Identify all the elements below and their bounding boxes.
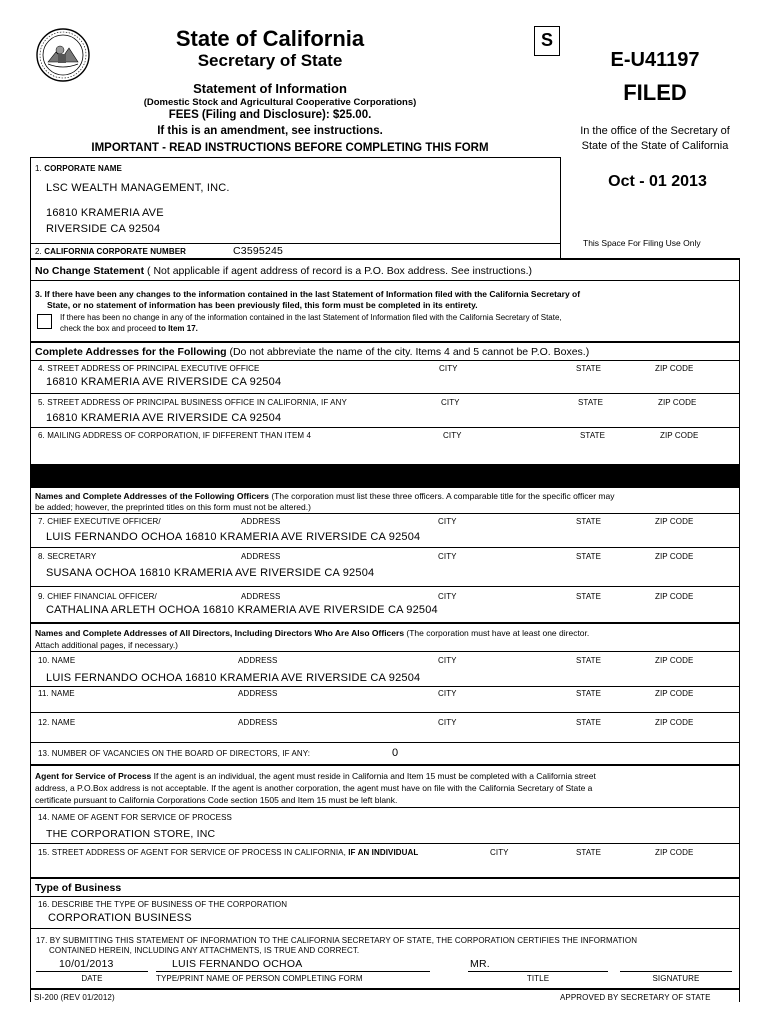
corporate-address1-value: 16810 KRAMERIA AVE: [46, 207, 164, 219]
item2-number: 2.: [35, 247, 42, 256]
business-title: Type of Business: [35, 882, 122, 894]
directors-heading: [35, 628, 589, 638]
item9-value: CATHALINA ARLETH OCHOA 16810 KRAMERIA AVE RIVERSIDE CA 92504: [46, 604, 438, 616]
statement-title: Statement of Information: [193, 81, 347, 96]
item5-label: 5. STREET ADDRESS OF PRINCIPAL BUSINESS OFFICE IN CALIFORNIA, IF ANY: [38, 398, 347, 407]
corporate-address2-value: RIVERSIDE CA 92504: [46, 223, 161, 235]
item8-address-label: ADDRESS: [241, 552, 281, 561]
item15-label-text: 15. STREET ADDRESS OF AGENT FOR SERVICE OF PROCESS IN CALIFORNIA,: [38, 848, 349, 857]
item12-state-label: STATE: [576, 718, 602, 727]
addresses-note: (Do not abbreviate the name of the city. Items 4 and 5 cannot be P.O. Boxes.): [226, 346, 590, 358]
corporate-name-value: LSC WEALTH MANAGEMENT, INC.: [46, 182, 230, 194]
addresses-title: Complete Addresses for the Following: [35, 346, 227, 358]
item2-label: [35, 247, 186, 256]
certify-date-value: 10/01/2013: [59, 958, 114, 970]
certify-name-label: TYPE/PRINT NAME OF PERSON COMPLETING FORM: [156, 974, 363, 983]
item4-zip-label: ZIP CODE: [655, 364, 694, 373]
item7-state-label: STATE: [576, 517, 602, 526]
footer-form-number: SI-200 (REV 01/2012): [34, 993, 115, 1002]
item9-address-label: ADDRESS: [241, 592, 281, 601]
item15-zip-label: ZIP CODE: [655, 848, 694, 857]
item6-zip-label: ZIP CODE: [660, 431, 699, 440]
agent-title: Agent for Service of Process: [35, 771, 152, 781]
directors-note2: Attach additional pages, if necessary.): [35, 640, 179, 650]
item2-label-text: CALIFORNIA CORPORATE NUMBER: [44, 247, 187, 256]
state-seal-image: [36, 28, 90, 82]
item8-value: SUSANA OCHOA 16810 KRAMERIA AVE RIVERSIDE CA 92504: [46, 567, 375, 579]
item9-state-label: STATE: [576, 592, 602, 601]
agent-text3: certificate pursuant to California Corporations Code section 1505 and Item 15 must be left blank.: [35, 795, 398, 805]
officers-note2: be added; however, the preprinted titles on this form must not be altered.): [35, 502, 311, 512]
item1-label: [35, 164, 122, 173]
certify-line1: 17. BY SUBMITTING THIS STATEMENT OF INFORMATION TO THE CALIFORNIA SECRETARY OF STATE, THE CORPORATION CERTIFIES THE INFORMATION: [36, 936, 638, 945]
agent-text2: address, a P.O.Box address is not acceptable. If the agent is another corporation, the agent must have on file with the California Secretary of State a: [35, 783, 593, 793]
item11-state-label: STATE: [576, 689, 602, 698]
item11-label: 11. NAME: [38, 689, 75, 698]
item14-value: THE CORPORATION STORE, INC: [46, 828, 216, 840]
item12-city-label: CITY: [438, 718, 457, 727]
important-line: IMPORTANT - READ INSTRUCTIONS BEFORE COMPLETING THIS FORM: [91, 142, 489, 154]
item11-city-label: CITY: [438, 689, 457, 698]
item3-line1-text: If there have been any changes to the information contained in the last Statement of Information filed with the California Secretary of: [44, 289, 581, 299]
officers-note1: (The corporation must list these three officers. A comparable title for the specific officer may: [268, 491, 615, 501]
certify-name-value: LUIS FERNANDO OCHOA: [172, 958, 303, 970]
item3-line4-text: check the box and proceed: [60, 324, 159, 333]
filing-space-note: This Space For Filing Use Only: [583, 238, 701, 248]
item11-address-label: ADDRESS: [238, 689, 278, 698]
item7-zip-label: ZIP CODE: [655, 517, 694, 526]
fees-line: FEES (Filing and Disclosure): $25.00.: [168, 109, 372, 121]
item13-label: 13. NUMBER OF VACANCIES ON THE BOARD OF DIRECTORS, IF ANY:: [38, 749, 311, 758]
addresses-heading: [35, 346, 589, 358]
item3-number: 3.: [35, 289, 43, 299]
footer-approved: APPROVED BY SECRETARY OF STATE: [560, 993, 711, 1002]
item7-address-label: ADDRESS: [241, 517, 281, 526]
filing-office-line1: In the office of the Secretary of: [580, 125, 730, 137]
item7-label: 7. CHIEF EXECUTIVE OFFICER/: [38, 517, 161, 526]
item9-label: 9. CHIEF FINANCIAL OFFICER/: [38, 592, 157, 601]
item15-label-bold: IF AN INDIVIDUAL: [348, 848, 419, 857]
amendment-line: If this is an amendment, see instructions.: [157, 125, 383, 137]
item4-state-label: STATE: [576, 364, 602, 373]
officers-heading: [35, 491, 614, 501]
certify-line2: CONTAINED HEREIN, INCLUDING ANY ATTACHMENTS, IS TRUE AND CORRECT.: [49, 946, 360, 955]
item9-zip-label: ZIP CODE: [655, 592, 694, 601]
directors-title: Names and Complete Addresses of All Directors, Including Directors Who Are Also Officers: [35, 628, 405, 638]
item6-city-label: CITY: [443, 431, 462, 440]
header-office-title: Secretary of State: [197, 51, 343, 70]
item12-label: 12. NAME: [38, 718, 76, 727]
filing-number: E-U41197: [610, 49, 700, 71]
no-change-title: No Change Statement: [35, 265, 145, 277]
officers-title: Names and Complete Addresses of the Following Officers: [35, 491, 269, 501]
item1-label-text: CORPORATE NAME: [44, 164, 122, 173]
no-change-note: ( Not applicable if agent address of record is a P.O. Box address. See instructions.): [144, 265, 533, 277]
directors-note1: (The corporation must have at least one director.: [404, 628, 590, 638]
item4-value: 16810 KRAMERIA AVE RIVERSIDE CA 92504: [46, 376, 282, 388]
item16-label: 16. DESCRIBE THE TYPE OF BUSINESS OF THE CORPORATION: [38, 900, 288, 909]
item10-label: 10. NAME: [38, 656, 76, 665]
filing-office-line2: State of the State of California: [581, 140, 729, 152]
item10-city-label: CITY: [438, 656, 457, 665]
item15-state-label: STATE: [576, 848, 602, 857]
item6-state-label: STATE: [580, 431, 606, 440]
item14-label: 14. NAME OF AGENT FOR SERVICE OF PROCESS: [38, 813, 232, 822]
item6-label: 6. MAILING ADDRESS OF CORPORATION, IF DIFFERENT THAN ITEM 4: [38, 431, 312, 440]
item11-zip-label: ZIP CODE: [655, 689, 694, 698]
redaction-bar: [30, 464, 740, 488]
item4-city-label: CITY: [439, 364, 458, 373]
agent-text1-body: If the agent is an individual, the agent must reside in California and Item 15 must be completed with a California street: [151, 771, 596, 781]
certify-date-label: DATE: [81, 974, 103, 983]
item15-city-label: CITY: [490, 848, 509, 857]
item5-state-label: STATE: [578, 398, 604, 407]
item4-label: 4. STREET ADDRESS OF PRINCIPAL EXECUTIVE OFFICE: [38, 364, 260, 373]
no-change-checkbox[interactable]: [37, 314, 52, 329]
item15-label: [38, 848, 418, 857]
item12-address-label: ADDRESS: [238, 718, 278, 727]
item8-state-label: STATE: [576, 552, 602, 561]
item10-address-label: ADDRESS: [238, 656, 278, 665]
item5-value: 16810 KRAMERIA AVE RIVERSIDE CA 92504: [46, 412, 282, 424]
item7-value: LUIS FERNANDO OCHOA 16810 KRAMERIA AVE RIVERSIDE CA 92504: [46, 531, 421, 543]
item8-city-label: CITY: [438, 552, 457, 561]
certify-signature-label: SIGNATURE: [652, 974, 700, 983]
item13-value: 0: [392, 747, 399, 759]
item3-line2: State, or no statement of information has been previously filed, this form must be completed in its entirety.: [47, 300, 478, 310]
s-box: S: [534, 26, 560, 56]
item8-zip-label: ZIP CODE: [655, 552, 694, 561]
filing-status: FILED: [623, 80, 687, 105]
item9-city-label: CITY: [438, 592, 457, 601]
item3-line3: If there has been no change in any of the information contained in the last Statement of Information filed with the California Secretary of State,: [60, 313, 562, 322]
corp-type: (Domestic Stock and Agricultural Cooperative Corporations): [143, 97, 417, 108]
agent-text1: [35, 771, 596, 781]
item3-line1: [35, 289, 580, 299]
item12-zip-label: ZIP CODE: [655, 718, 694, 727]
item5-city-label: CITY: [441, 398, 460, 407]
item5-zip-label: ZIP CODE: [658, 398, 697, 407]
item10-zip-label: ZIP CODE: [655, 656, 694, 665]
corporate-number-value: C3595245: [233, 245, 284, 257]
header-state-title: State of California: [175, 26, 365, 51]
item3-line4: [60, 324, 198, 333]
item10-value: LUIS FERNANDO OCHOA 16810 KRAMERIA AVE RIVERSIDE CA 92504: [46, 672, 421, 684]
certify-title-value: MR.: [470, 958, 490, 970]
item10-state-label: STATE: [576, 656, 602, 665]
item8-label: 8. SECRETARY: [38, 552, 97, 561]
certify-title-label: TITLE: [526, 974, 550, 983]
no-change-heading: [35, 265, 532, 277]
filing-date: Oct - 01 2013: [608, 173, 707, 190]
item7-city-label: CITY: [438, 517, 457, 526]
item1-number: 1.: [35, 164, 42, 173]
item16-value: CORPORATION BUSINESS: [48, 912, 192, 924]
item3-line4-bold: to Item 17.: [158, 324, 198, 333]
